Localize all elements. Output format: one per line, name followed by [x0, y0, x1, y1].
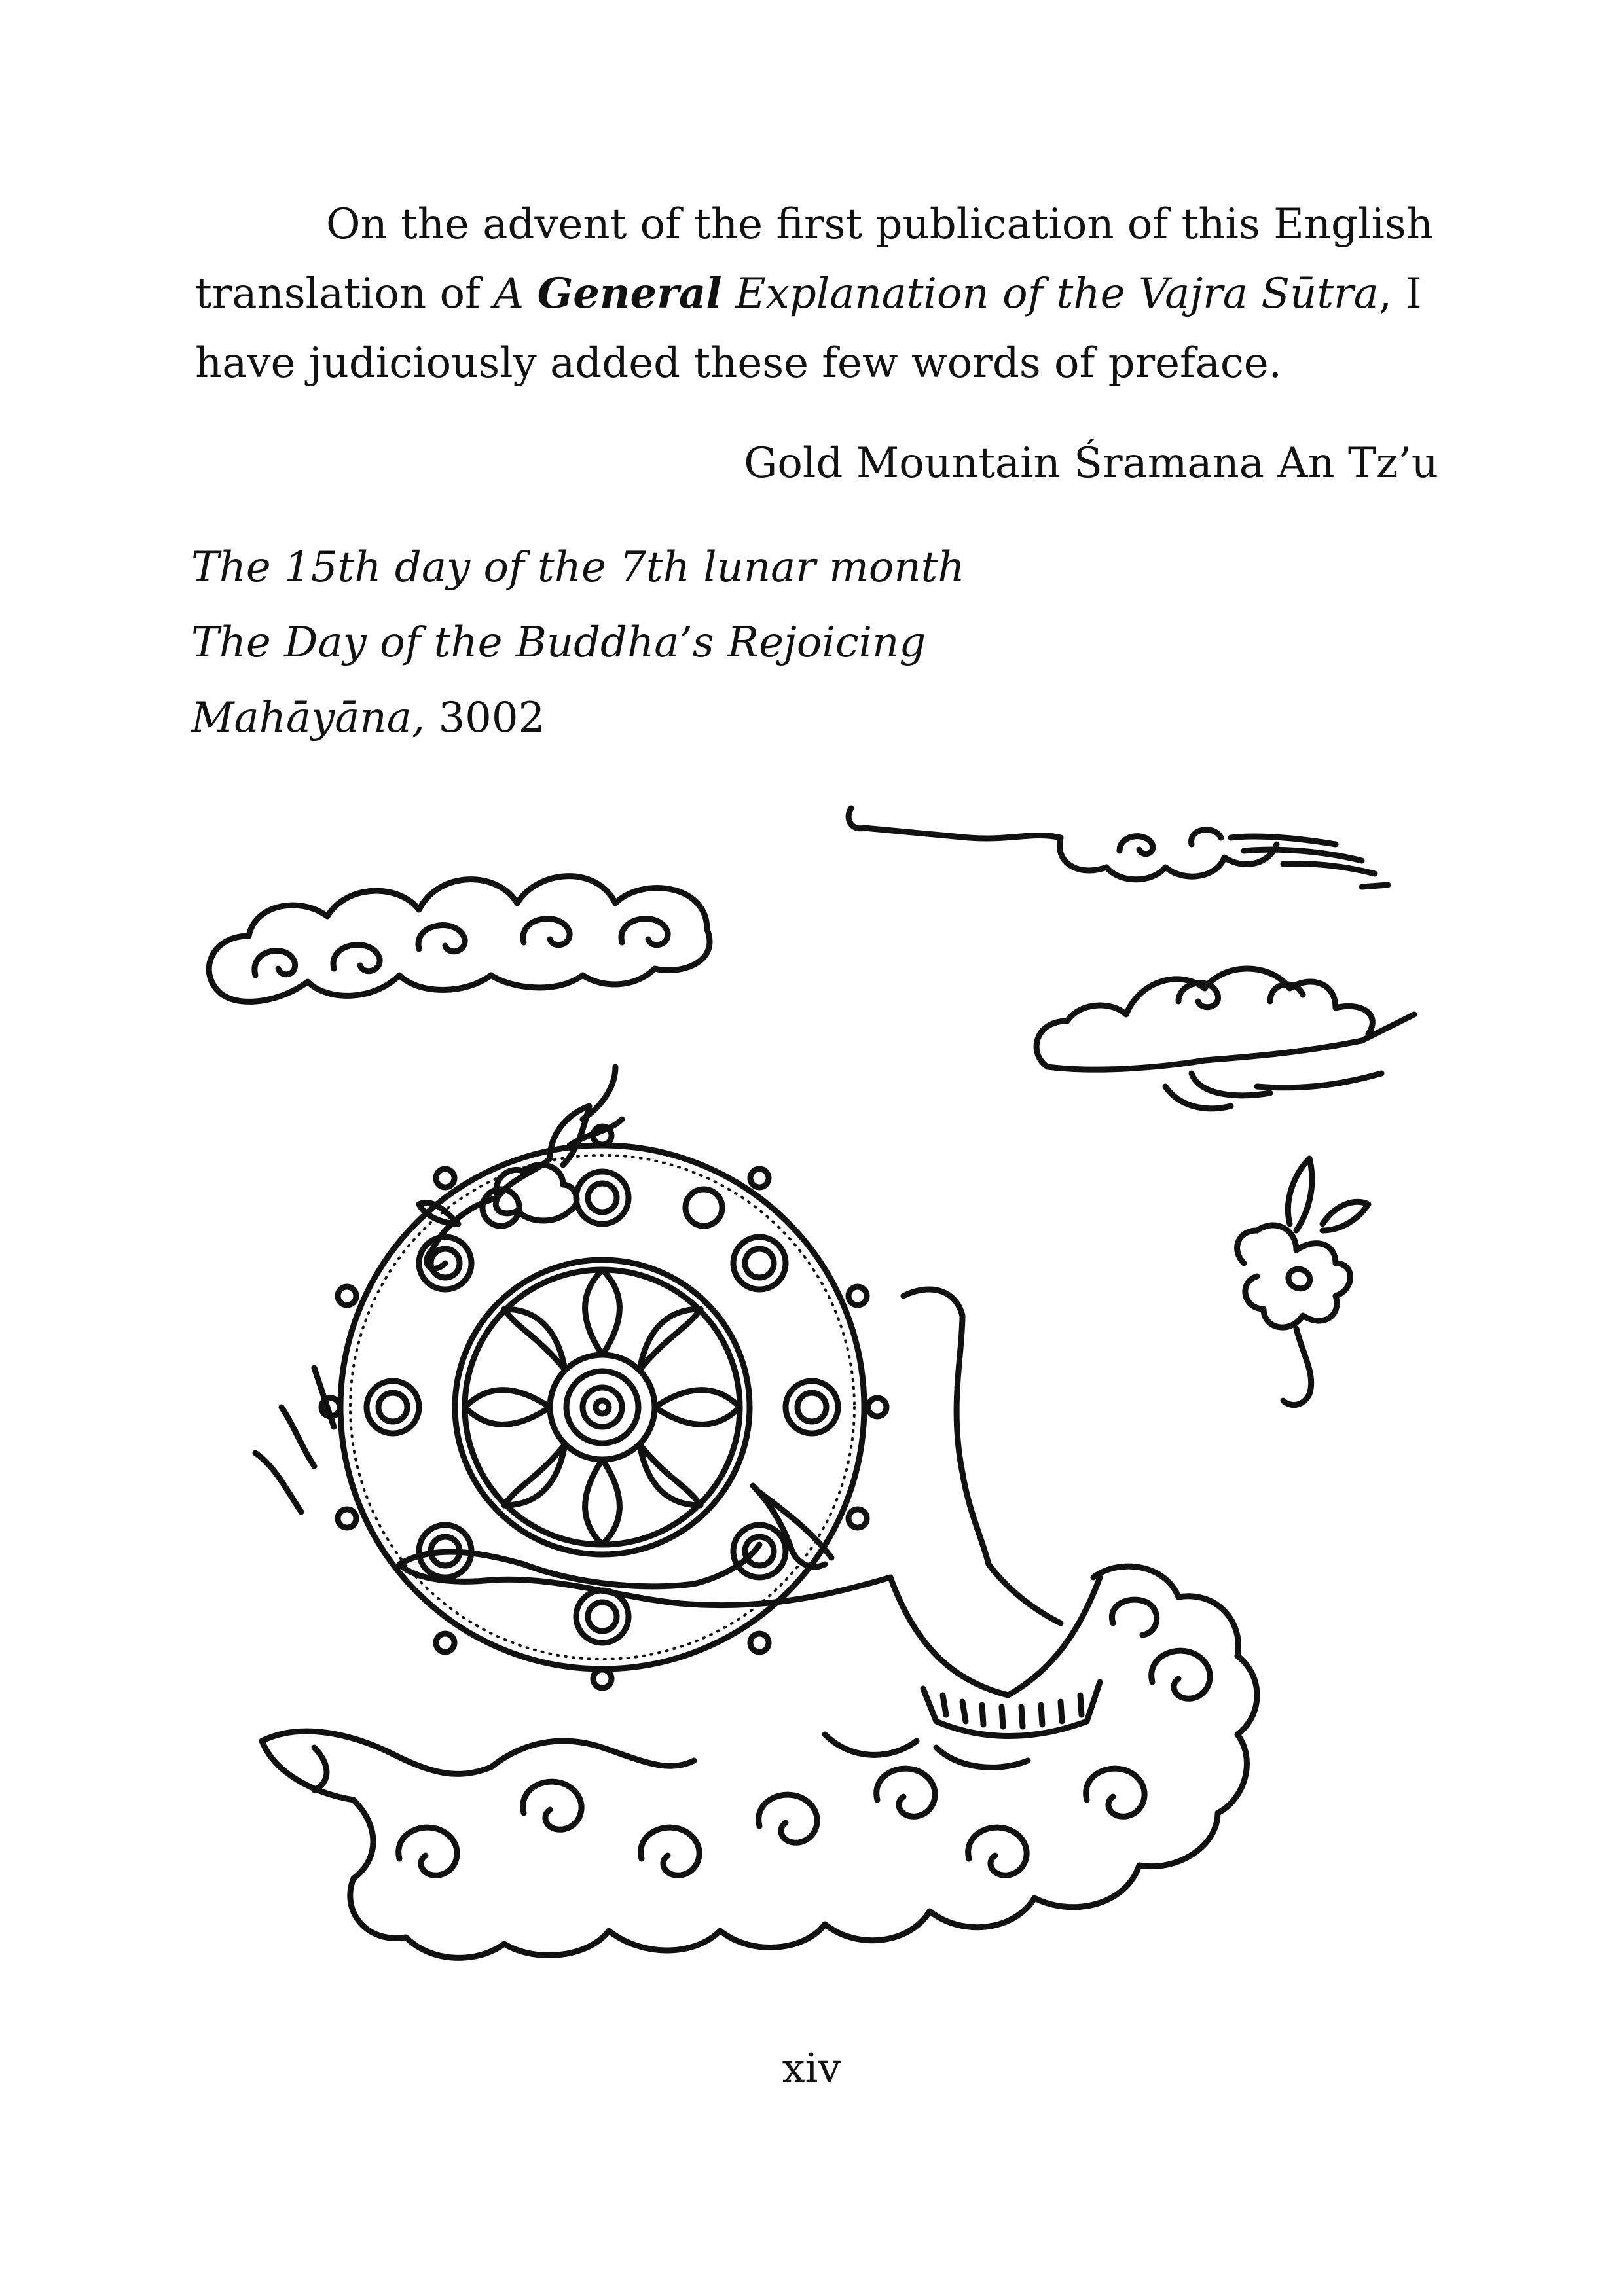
signature: Gold Mountain Śramana An Tz’u [744, 439, 1438, 488]
preface-text-2: , I have judiciously added these few words of preface. [195, 270, 1422, 387]
cloud-top-left-icon [209, 876, 710, 1002]
dateline-line-3 [191, 681, 965, 756]
dateline-era: Mahāyāna, [191, 694, 426, 742]
cloud-base-icon [262, 1566, 1257, 1958]
cloud-middle-right-icon [1036, 969, 1414, 1109]
cloud-top-right-icon [848, 808, 1388, 887]
dateline-line-1: The 15th day of the 7th lunar month [191, 543, 965, 592]
preface-text-1: On the advent of the first publication of this English translation of [195, 200, 1433, 318]
book-title-general: General [537, 269, 722, 318]
wrist-band-icon [890, 1577, 1100, 1736]
dateline-line-2: The Day of the Buddha’s Rejoicing [191, 619, 926, 667]
book-title-rest: Explanation of the Vajra Sūtra [721, 270, 1379, 318]
book-title-a: A [494, 270, 538, 318]
hand-icon [255, 1289, 1061, 1623]
flower-sprig-right-icon [1237, 1158, 1368, 1405]
preface-paragraph [195, 190, 1439, 398]
dateline [191, 530, 965, 756]
dateline-year: 3002 [425, 694, 545, 742]
dharma-wheel-illustration [183, 779, 1440, 1996]
dharma-wheel-icon [321, 1126, 886, 1688]
page-number: xiv [782, 2044, 841, 2092]
